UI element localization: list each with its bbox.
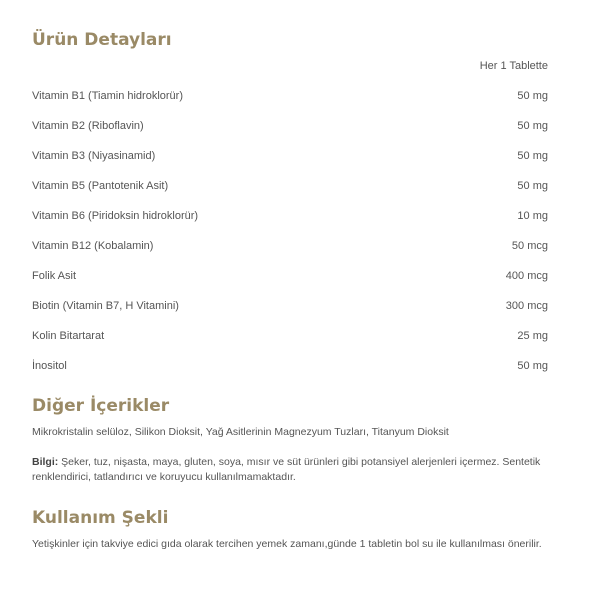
nutrient-name: Kolin Bitartarat	[32, 330, 105, 342]
info-text: Şeker, tuz, nişasta, maya, gluten, soya, mısır ve süt ürünleri gibi potansiyel alerjenleri içermez. Sentetik renklendirici, tatlandırıcı ve koruyucu kullanılmamaktadır.	[32, 456, 541, 483]
other-ingredients-title: Diğer İçerikler	[32, 396, 170, 416]
table-row	[32, 291, 548, 321]
table-row	[32, 351, 548, 381]
other-ingredients-text: Mikrokristalin selüloz, Silikon Dioksit, Yağ Asitlerinin Magnezyum Tuzları, Titanyum Dioksit	[32, 426, 449, 438]
table-row	[32, 111, 548, 141]
nutrient-amount: 50 mg	[517, 180, 548, 192]
nutrient-amount: 10 mg	[517, 210, 548, 222]
nutrient-amount: 50 mg	[517, 360, 548, 372]
table-row	[32, 261, 548, 291]
nutrient-amount: 400 mcg	[505, 270, 548, 282]
nutrient-name: İnositol	[32, 360, 67, 372]
nutrient-name: Vitamin B6 (Piridoksin hidroklorür)	[32, 210, 199, 222]
per-tablet-header: Her 1 Tablette	[479, 60, 548, 72]
info-note	[32, 455, 548, 485]
info-label: Bilgi:	[32, 456, 59, 468]
nutrient-amount: 50 mg	[517, 90, 548, 102]
table-row	[32, 171, 548, 201]
table-row	[32, 201, 548, 231]
nutrient-table	[32, 81, 548, 381]
usage-title: Kullanım Şekli	[32, 508, 169, 528]
table-row	[32, 81, 548, 111]
nutrient-name: Vitamin B1 (Tiamin hidroklorür)	[32, 90, 183, 102]
nutrient-name: Vitamin B3 (Niyasinamid)	[32, 150, 156, 162]
nutrient-amount: 50 mg	[517, 120, 548, 132]
usage-text: Yetişkinler için takviye edici gıda olarak tercihen yemek zamanı,günde 1 tabletin bol su ile kullanılması önerilir.	[32, 538, 542, 550]
product-details-title: Ürün Detayları	[32, 30, 172, 50]
nutrient-amount: 50 mcg	[511, 240, 548, 252]
table-row	[32, 321, 548, 351]
table-row	[32, 231, 548, 261]
nutrient-name: Vitamin B5 (Pantotenik Asit)	[32, 180, 169, 192]
nutrient-amount: 50 mg	[517, 150, 548, 162]
nutrient-name: Biotin (Vitamin B7, H Vitamini)	[32, 300, 179, 312]
table-row	[32, 141, 548, 171]
nutrient-name: Vitamin B12 (Kobalamin)	[32, 240, 154, 252]
nutrient-name: Folik Asit	[32, 270, 77, 282]
nutrient-amount: 25 mg	[517, 330, 548, 342]
nutrient-amount: 300 mcg	[505, 300, 548, 312]
nutrient-name: Vitamin B2 (Riboflavin)	[32, 120, 144, 132]
